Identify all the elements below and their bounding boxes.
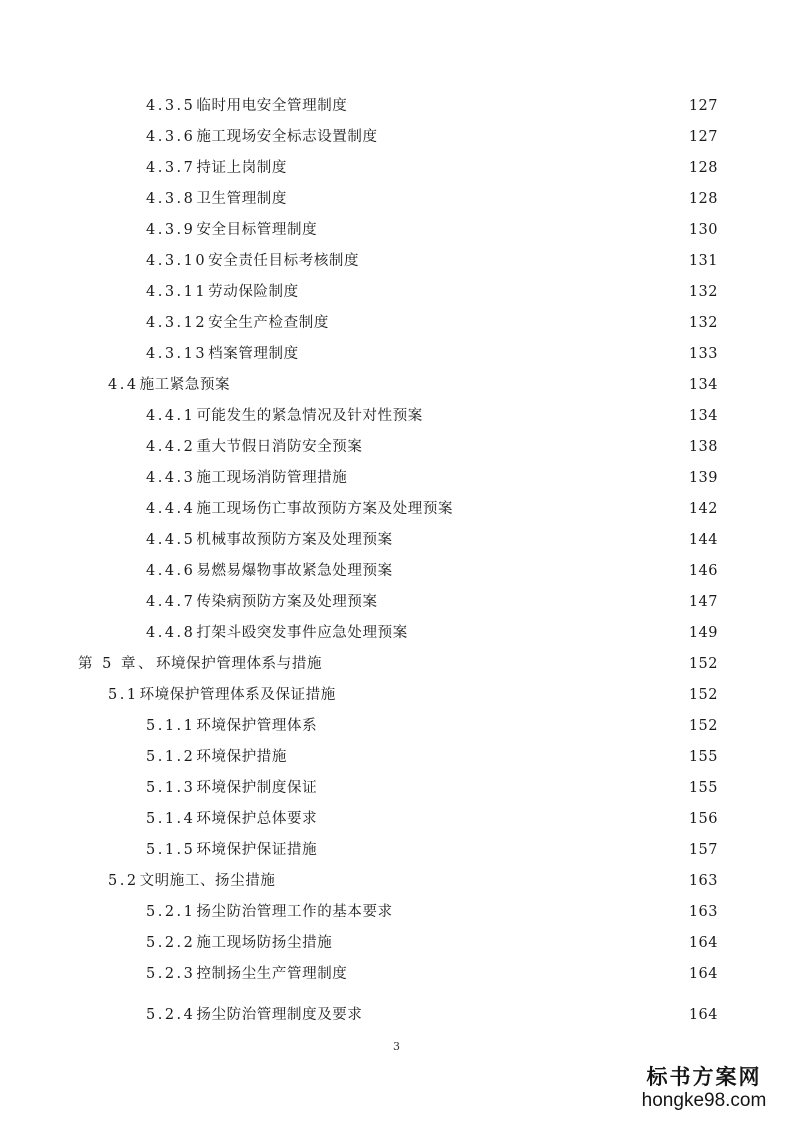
toc-entry-number: 5.1.5 (146, 842, 196, 858)
toc-entry-title: 劳动保险制度 (208, 284, 299, 300)
toc-entry (0, 807, 793, 831)
toc-entry (0, 652, 793, 676)
toc-entry-page: 156 (688, 811, 718, 827)
toc-entry-number: 5.2.4 (146, 1007, 196, 1023)
toc-dot-leader (323, 807, 676, 831)
toc-entry (0, 838, 793, 862)
toc-entry (0, 683, 793, 707)
toc-dot-leader (429, 404, 676, 428)
toc-entry-title: 扬尘防治管理工作的基本要求 (196, 904, 393, 920)
toc-entry-number: 5.2.2 (146, 935, 196, 951)
toc-entry-page: 152 (688, 687, 718, 703)
toc-entry-title: 机械事故预防方案及处理预案 (196, 532, 393, 548)
toc-entry (0, 962, 793, 986)
toc-entry-page: 146 (688, 563, 718, 579)
toc-dot-leader (353, 466, 676, 490)
toc-entry-title: 环境保护管理体系与措施 (155, 656, 323, 672)
toc-dot-leader (414, 621, 676, 645)
toc-dot-leader (293, 187, 676, 211)
toc-dot-leader (353, 94, 676, 118)
toc-entry (0, 466, 793, 490)
toc-dot-leader (281, 869, 676, 893)
toc-entry-number: 4.4.6 (146, 563, 196, 579)
toc-entry-title: 卫生管理制度 (196, 191, 288, 207)
toc-entry-number: 4.4 (108, 377, 139, 393)
toc-entry (0, 590, 793, 614)
toc-dot-leader (369, 1003, 676, 1027)
toc-entry-title: 环境保护管理体系及保证措施 (139, 687, 336, 703)
toc-dot-leader (342, 683, 676, 707)
toc-dot-leader (399, 900, 676, 924)
toc-dot-leader (399, 528, 676, 552)
toc-entry-page: 138 (688, 439, 718, 455)
toc-entry-number: 4.3.7 (146, 160, 196, 176)
toc-entry-number: 4.3.8 (146, 191, 196, 207)
toc-entry-title: 持证上岗制度 (196, 160, 288, 176)
toc-entry-page: 132 (688, 284, 718, 300)
toc-entry (0, 249, 793, 273)
watermark-logo (629, 1064, 779, 1112)
toc-entry (0, 869, 793, 893)
toc-entry-page: 164 (688, 1007, 718, 1023)
toc-entry-number: 4.4.1 (146, 408, 196, 424)
toc-entry (0, 125, 793, 149)
toc-entry-number: 4.4.2 (146, 439, 196, 455)
toc-entry-title: 控制扬尘生产管理制度 (196, 966, 348, 982)
toc-entry-number: 4.4.5 (146, 532, 196, 548)
toc-entry-page: 142 (688, 501, 718, 517)
toc-entry (0, 1003, 793, 1027)
toc-entry-title: 打架斗殴突发事件应急处理预案 (196, 625, 408, 641)
toc-dot-leader (384, 125, 676, 149)
toc-entry (0, 559, 793, 583)
toc-dot-leader (293, 156, 676, 180)
toc-dot-leader (293, 745, 676, 769)
toc-entry-number: 4.3.5 (146, 98, 196, 114)
toc-dot-leader (323, 218, 676, 242)
watermark-text: 标书方案网 (646, 1065, 762, 1089)
toc-entry (0, 280, 793, 304)
toc-dot-leader (338, 931, 676, 955)
page-number: 3 (393, 1040, 400, 1053)
toc-entry-title: 环境保护措施 (196, 749, 288, 765)
toc-entry-number: 5.1.2 (146, 749, 196, 765)
toc-entry-title: 安全责任目标考核制度 (208, 253, 360, 269)
toc-entry (0, 311, 793, 335)
toc-entry-title: 施工现场伤亡事故预防方案及处理预案 (196, 501, 454, 517)
toc-entry-number: 5.2.3 (146, 966, 196, 982)
toc-entry (0, 187, 793, 211)
toc-dot-leader (335, 311, 676, 335)
toc-entry-title: 施工现场安全标志设置制度 (196, 129, 378, 145)
toc-entry (0, 435, 793, 459)
toc-entry (0, 497, 793, 521)
toc-entry-number: 第 5 章、 (78, 656, 155, 672)
toc-entry (0, 621, 793, 645)
toc-entry-number: 4.3.13 (146, 346, 208, 362)
toc-entry-title: 环境保护管理体系 (196, 718, 318, 734)
toc-entry (0, 94, 793, 118)
toc-entry (0, 156, 793, 180)
toc-entry-number: 5.1.3 (146, 780, 196, 796)
watermark-url: hongke98.com (641, 1090, 767, 1111)
toc-entry-number: 5.1.4 (146, 811, 196, 827)
toc-entry (0, 776, 793, 800)
toc-entry-page: 147 (688, 594, 718, 610)
toc-entry-page: 133 (688, 346, 718, 362)
toc-entry-number: 5.2.1 (146, 904, 196, 920)
toc-dot-leader (323, 714, 676, 738)
toc-entry-title: 环境保护保证措施 (196, 842, 318, 858)
toc-entry (0, 528, 793, 552)
toc-entry-title: 环境保护总体要求 (196, 811, 318, 827)
toc-entry-page: 127 (688, 129, 718, 145)
toc-entry-number: 4.3.9 (146, 222, 196, 238)
toc-entry-page: 128 (688, 160, 718, 176)
toc-dot-leader (305, 342, 676, 366)
toc-entry-number: 4.4.4 (146, 501, 196, 517)
toc-entry-page: 134 (688, 408, 718, 424)
toc-entry-number: 4.4.8 (146, 625, 196, 641)
toc-entry-page: 163 (688, 873, 718, 889)
toc-entry (0, 745, 793, 769)
toc-entry (0, 714, 793, 738)
toc-entry-title: 施工紧急预案 (139, 377, 231, 393)
toc-dot-leader (353, 962, 676, 986)
toc-entry-title: 易燃易爆物事故紧急处理预案 (196, 563, 393, 579)
toc-entry-page: 149 (688, 625, 718, 641)
toc-entry-page: 130 (688, 222, 718, 238)
toc-entry (0, 900, 793, 924)
toc-entry-title: 档案管理制度 (208, 346, 299, 362)
toc-entry-page: 131 (688, 253, 718, 269)
toc-entry-title: 传染病预防方案及处理预案 (196, 594, 378, 610)
toc-entry-page: 164 (688, 935, 718, 951)
toc-entry-page: 139 (688, 470, 718, 486)
toc-dot-leader (399, 559, 676, 583)
toc-entry-title: 文明施工、扬尘措施 (139, 873, 276, 889)
toc-entry-title: 可能发生的紧急情况及针对性预案 (196, 408, 423, 424)
toc-dot-leader (236, 373, 676, 397)
toc-entry-page: 163 (688, 904, 718, 920)
toc-entry-page: 157 (688, 842, 718, 858)
toc-entry-page: 155 (688, 749, 718, 765)
toc-entry-page: 144 (688, 532, 718, 548)
toc-dot-leader (305, 280, 676, 304)
toc-entry-page: 164 (688, 966, 718, 982)
toc-dot-leader (459, 497, 676, 521)
toc-entry-number: 4.4.3 (146, 470, 196, 486)
toc-dot-leader (323, 776, 676, 800)
toc-entry (0, 218, 793, 242)
toc-dot-leader (384, 590, 676, 614)
toc-entry (0, 373, 793, 397)
toc-entry-title: 施工现场消防管理措施 (196, 470, 348, 486)
toc-entry-page: 152 (688, 718, 718, 734)
toc-entry-title: 安全生产检查制度 (208, 315, 329, 331)
toc-entry (0, 404, 793, 428)
toc-entry (0, 931, 793, 955)
toc-entry-number: 4.3.6 (146, 129, 196, 145)
toc-entry-title: 临时用电安全管理制度 (196, 98, 348, 114)
toc-dot-leader (328, 652, 676, 676)
toc-entry-page: 128 (688, 191, 718, 207)
toc-entry-number: 4.3.10 (146, 253, 208, 269)
toc-entry-title: 施工现场防扬尘措施 (196, 935, 333, 951)
toc-entry (0, 342, 793, 366)
toc-entry-number: 5.2 (108, 873, 139, 889)
toc-entry-title: 安全目标管理制度 (196, 222, 318, 238)
toc-entry-title: 扬尘防治管理制度及要求 (196, 1007, 363, 1023)
toc-dot-leader (365, 249, 676, 273)
toc-dot-leader (323, 838, 676, 862)
toc-entry-number: 5.1.1 (146, 718, 196, 734)
toc-entry-page: 155 (688, 780, 718, 796)
toc-entry-page: 127 (688, 98, 718, 114)
toc-dot-leader (369, 435, 676, 459)
toc-entry-title: 重大节假日消防安全预案 (196, 439, 363, 455)
toc-entry-number: 4.3.12 (146, 315, 208, 331)
toc-entry-number: 4.4.7 (146, 594, 196, 610)
toc-entry-number: 5.1 (108, 687, 139, 703)
toc-entry-page: 134 (688, 377, 718, 393)
toc-entry-title: 环境保护制度保证 (196, 780, 318, 796)
toc-entry-page: 152 (688, 656, 718, 672)
toc-entry-page: 132 (688, 315, 718, 331)
toc-entry-number: 4.3.11 (146, 284, 208, 300)
